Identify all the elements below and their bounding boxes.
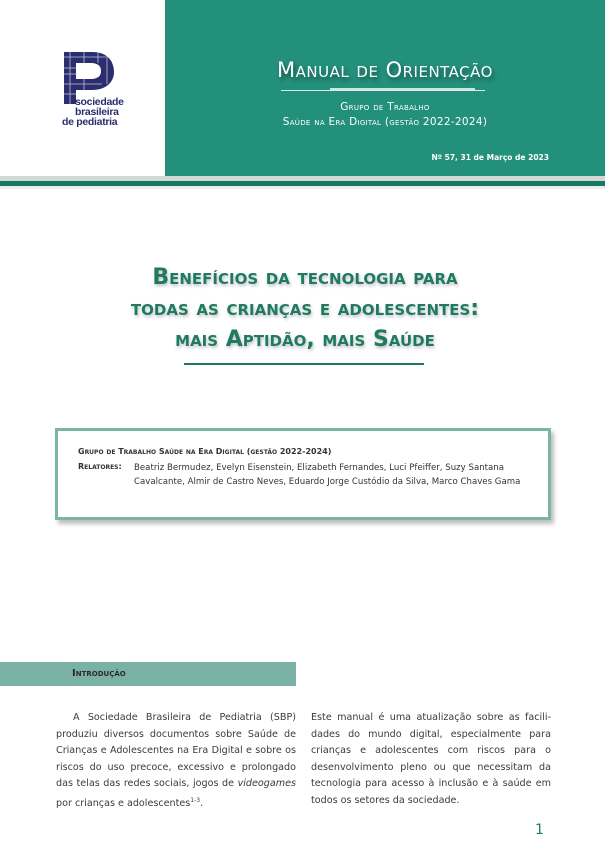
intro-column-1 xyxy=(56,710,296,812)
citation-ref: 1-3 xyxy=(190,796,201,804)
manual-title: Manual de Orientação xyxy=(277,58,493,82)
authors-names: Beatriz Bermudez, Evelyn Eisenstein, Elizabeth Fernandes, Luci Pfeiffer, Suzy Santana Cavalcante, Almir de Castro Neves, Eduardo Jorge Custódio da Silva, Marco Chaves Gama xyxy=(134,463,521,487)
intro-text-1: A Sociedade Brasileira de Pediatria (SBP) produziu diversos documentos sobre Saúde de Crianças e Adolescentes na Era Digital e sobre os riscos do uso precoce, excessivo e prolongado das telas das redes sociais, jogos de xyxy=(56,712,296,789)
intro-column-2: Este manual é uma atualização sobre as facilidades do mundo digital, especialmente para crianças e adolescentes com riscos para o desenvolvimento pleno ou que necessitam da tecnologia para acesso à inclusão e à saúde em todos os setores da sociedade. xyxy=(311,712,551,806)
authors-box xyxy=(55,428,551,520)
title-underline xyxy=(184,363,424,365)
working-group-line-1: Grupo de Trabalho xyxy=(340,101,430,113)
authors-label: Relatores: xyxy=(78,462,122,471)
working-group-line-2: Saúde na Era Digital (gestão 2022-2024) xyxy=(282,116,488,128)
working-group xyxy=(165,100,605,130)
title-line-1: Benefícios da tecnologia para xyxy=(152,265,458,290)
header-banner xyxy=(165,0,605,176)
header-divider xyxy=(281,90,485,91)
title-line-3: mais Aptidão, mais Saúde xyxy=(175,327,435,352)
header-stripe-light xyxy=(0,186,605,189)
intro-text-end: . xyxy=(200,797,204,809)
title-line-2: todas as crianças e adolescentes: xyxy=(130,296,480,321)
intro-italic-term: videogames xyxy=(237,778,296,789)
page-number: 1 xyxy=(535,822,544,838)
intro-text-2: por crianças e adolescentes xyxy=(56,797,191,809)
section-heading-bar xyxy=(0,662,296,686)
sbp-logo xyxy=(56,42,140,134)
header-divider-accent xyxy=(330,88,475,90)
authors-group: Grupo de Trabalho Saúde na Era Digital (gestão 2022-2024) xyxy=(78,447,332,456)
logo-line-3: de pediatria xyxy=(62,116,118,128)
section-heading: Introdução xyxy=(72,668,126,679)
logo-wordmark xyxy=(62,97,124,127)
document-title xyxy=(90,262,520,355)
logo-line-1: sociedade xyxy=(75,96,124,108)
issue-date: Nº 57, 31 de Março de 2023 xyxy=(431,153,549,162)
logo-line-2: brasileira xyxy=(75,106,119,118)
